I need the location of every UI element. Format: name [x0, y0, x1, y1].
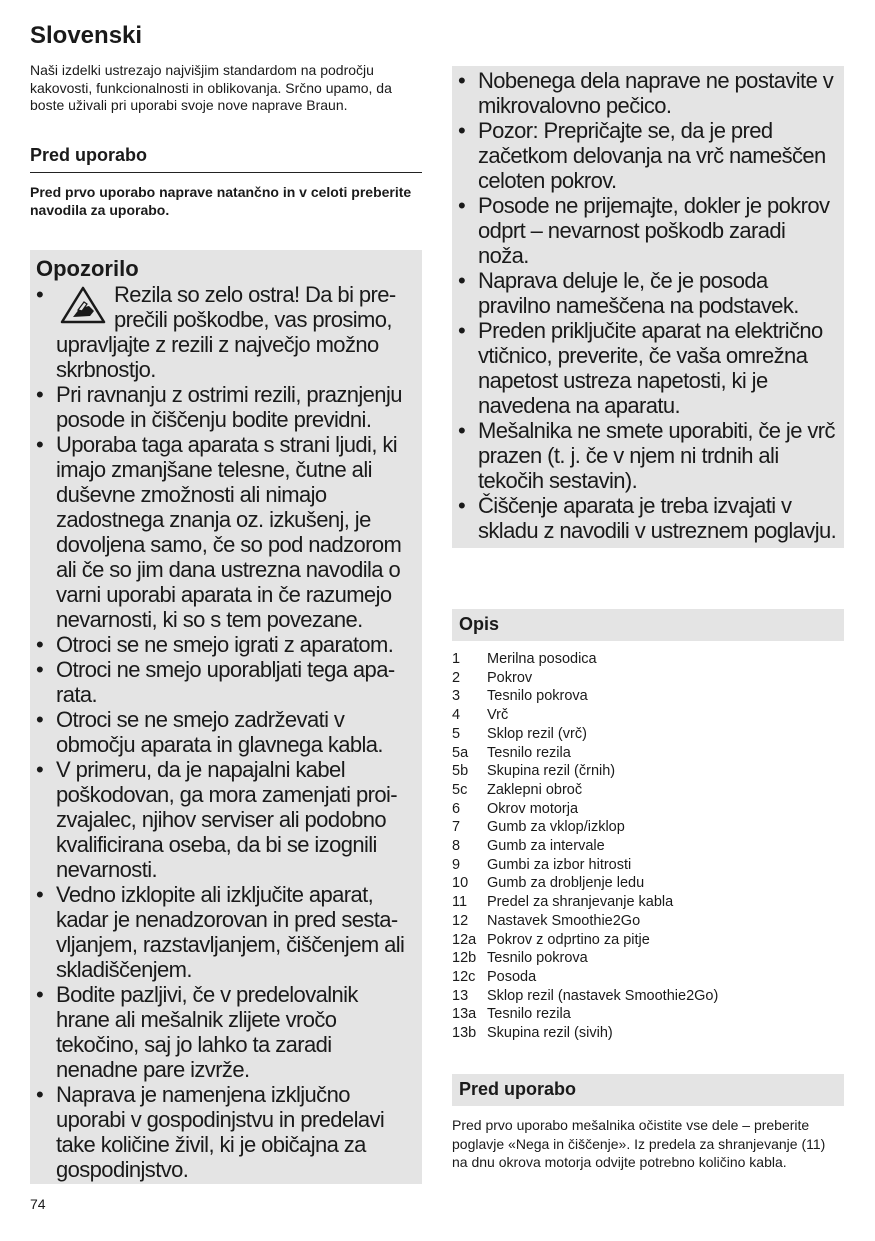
- warning-item: [458, 418, 838, 493]
- warning-item-text: Naprava deluje le, če je posoda pravilno nameščena na podstavek.: [478, 268, 799, 318]
- warning-item-text: Čiščenje aparata je treba izvajati v skladu z navodili v ustreznem poglavju.: [478, 493, 837, 543]
- bullet-icon: •: [458, 268, 466, 293]
- warning-item-text: Bodite pazljivi, če v predelovalnik hrane ali mešalnik zlijete vročo tekočino, saj jo lahko ta zaradi nenadne pare izvrže.: [56, 982, 358, 1082]
- warning-item-text: Pri ravnanju z ostrimi rezili, praznjenju posode in čiščenju bodite previdni.: [56, 382, 402, 432]
- bullet-icon: •: [36, 882, 44, 907]
- part-label: Tesnilo rezila: [487, 744, 571, 761]
- section-heading-opis: Opis: [452, 609, 844, 641]
- part-label: Skupina rezil (sivih): [487, 1025, 613, 1042]
- bullet-icon: •: [458, 318, 466, 343]
- warning-item: [36, 882, 416, 982]
- parts-list: [452, 650, 844, 1043]
- parts-list-item: [452, 800, 844, 819]
- bullet-icon: •: [36, 707, 44, 732]
- bullet-icon: •: [36, 1082, 44, 1107]
- warning-item-text: Nobenega dela naprave ne postavite v mikrovalovno pečico.: [478, 68, 834, 118]
- bullet-icon: •: [36, 382, 44, 407]
- bullet-icon: •: [458, 493, 466, 518]
- part-number: 3: [452, 688, 461, 705]
- parts-list-item: [452, 725, 844, 744]
- warning-item-text: Naprava je namenjena izključno uporabi v gospodinjstvu in predelavi take količine živil, ki je običajna za gospodinjstvo.: [56, 1082, 385, 1182]
- part-number: 6: [452, 800, 461, 817]
- part-number: 12b: [452, 950, 477, 967]
- parts-list-item: [452, 1024, 844, 1043]
- bullet-icon: •: [36, 632, 44, 657]
- part-number: 5c: [452, 781, 468, 798]
- parts-list-item: [452, 744, 844, 763]
- parts-list-item: [452, 987, 844, 1006]
- warning-box: [30, 250, 422, 1184]
- parts-list-item: [452, 706, 844, 725]
- warning-list-continued: [458, 68, 838, 543]
- warning-item-text: Mešalnika ne smete uporabiti, če je vrč prazen (t. j. če v njem ni trdnih ali tekočih sestavin).: [478, 418, 835, 493]
- bullet-icon: •: [458, 68, 466, 93]
- part-label: Vrč: [487, 707, 509, 724]
- warning-item-text: Otroci se ne smejo zadrževati v območju aparata in glavnega kabla.: [56, 707, 383, 757]
- warning-item-text: Uporaba taga aparata s strani ljudi, ki imajo zmanjšane telesne, čutne ali duševne zmožnosti ali nimajo zadostnega znanja oz. izkušenj, je dovoljena samo, če so pod nadzorom ali če so jim dana ustrezna navodila o varni uporabi aparata in če razumejo nevarnosti, ki so s tem povezane.: [56, 432, 402, 632]
- warning-list: [36, 282, 416, 1182]
- warning-item-text: Pozor: Prepričajte se, da je pred začetkom delovanja na vrč nameščen celoten pokrov.: [478, 118, 826, 193]
- part-number: 8: [452, 838, 461, 855]
- part-label: Okrov motorja: [487, 800, 579, 817]
- bullet-icon: •: [36, 982, 44, 1007]
- warning-item: [36, 757, 416, 882]
- left-column: [30, 22, 422, 219]
- part-number: 12: [452, 912, 469, 929]
- part-label: Pokrov z odprtino za pitje: [487, 931, 650, 948]
- warning-item: [36, 657, 416, 707]
- warning-item: [36, 382, 416, 432]
- warning-item-text: Preden priključite aparat na električno vtičnico, preverite, če vaša omrežna napetost ustreza napetosti, ki je navedena na aparatu.: [478, 318, 823, 418]
- warning-title: Opozorilo: [36, 256, 139, 281]
- bullet-icon: •: [36, 757, 44, 782]
- pred-uporabo-instruction: Pred prvo uporabo naprave natančno in v celoti preberite navodila za uporabo.: [30, 183, 412, 218]
- warning-item: [36, 982, 416, 1082]
- parts-list-item: [452, 1005, 844, 1024]
- part-label: Sklop rezil (vrč): [487, 725, 587, 742]
- part-label: Tesnilo pokrova: [487, 950, 588, 967]
- bullet-icon: •: [458, 118, 466, 143]
- page-title: Slovenski: [30, 22, 143, 49]
- parts-list-item: [452, 931, 844, 950]
- part-number: 2: [452, 669, 461, 686]
- part-label: Pokrov: [487, 669, 533, 686]
- warning-item: [36, 432, 416, 632]
- parts-list-item: [452, 837, 844, 856]
- section-heading-pred-uporabo: Pred uporabo: [30, 145, 422, 173]
- part-number: 4: [452, 707, 461, 724]
- warning-item: [458, 268, 838, 318]
- part-label: Tesnilo pokrova: [487, 688, 588, 705]
- parts-list-item: [452, 818, 844, 837]
- warning-item: [458, 118, 838, 193]
- part-number: 11: [452, 894, 468, 911]
- part-number: 9: [452, 856, 461, 873]
- parts-list-item: [452, 856, 844, 875]
- warning-item-text: Vedno izklopite ali izključite aparat, kadar je nenadzorovan in pred sestavljanjem, razstavljanjem, čiščenjem ali skladiščenjem.: [56, 882, 405, 982]
- page-number: 74: [30, 1196, 46, 1212]
- part-label: Nastavek Smoothie2Go: [487, 912, 641, 929]
- warning-item: [458, 193, 838, 268]
- part-label: Posoda: [487, 968, 537, 985]
- part-label: Gumb za vklop/izklop: [487, 819, 625, 836]
- warning-item: [458, 68, 838, 118]
- parts-list-item: [452, 781, 844, 800]
- part-number: 5b: [452, 763, 469, 780]
- part-label: Skupina rezil (črnih): [487, 763, 616, 780]
- pred-uporabo-text: Pred prvo uporabo mešalnika očistite vse dele – preberite poglavje «Nega in čiščenje». Iz predela za shranjevanje (11) na dnu okrova motorja odvijte potrebno količino kabla.: [452, 1117, 826, 1170]
- part-label: Predel za shranjevanje kabla: [487, 894, 674, 911]
- section-heading-pred-uporabo-right: Pred uporabo: [452, 1074, 844, 1106]
- parts-list-item: [452, 687, 844, 706]
- parts-list-item: [452, 874, 844, 893]
- part-label: Tesnilo rezila: [487, 1006, 571, 1023]
- hand-blade-warning-icon: [60, 286, 106, 324]
- warning-item: [36, 632, 416, 657]
- bullet-icon: •: [458, 193, 466, 218]
- warning-item-text: Otroci se ne smejo igrati z aparatom.: [56, 632, 394, 657]
- part-number: 10: [452, 875, 469, 892]
- parts-list-item: [452, 893, 844, 912]
- bullet-icon: •: [458, 418, 466, 443]
- part-number: 5a: [452, 744, 469, 761]
- part-number: 13: [452, 987, 469, 1004]
- warning-item-text: Posode ne prijemajte, dokler je pokrov odprt – nevarnost poškodb zaradi noža.: [478, 193, 830, 268]
- bullet-icon: •: [36, 432, 44, 457]
- warning-item-text: Otroci ne smejo uporabljati tega aparata.: [56, 657, 396, 707]
- parts-list-item: [452, 669, 844, 688]
- warning-item: [458, 318, 838, 418]
- parts-list-item: [452, 762, 844, 781]
- part-number: 1: [452, 651, 461, 667]
- part-label: Sklop rezil (nastavek Smoothie2Go): [487, 987, 719, 1004]
- parts-list-item: [452, 912, 844, 931]
- parts-list-item: [452, 968, 844, 987]
- part-number: 5: [452, 725, 461, 742]
- warning-item: [36, 1082, 416, 1182]
- bullet-icon: •: [36, 657, 44, 682]
- warning-item: [36, 282, 416, 382]
- part-label: Gumb za drobljenje ledu: [487, 875, 645, 892]
- parts-list-item: [452, 650, 844, 669]
- parts-list-item: [452, 949, 844, 968]
- bullet-icon: •: [36, 282, 44, 307]
- part-number: 13a: [452, 1006, 477, 1023]
- warning-item: [36, 707, 416, 757]
- warning-item-text: Rezila so zelo ostra! Da bi preprečili poškodbe, vas prosimo, upravljajte z rezili z največjo možno skrbnostjo.: [56, 282, 397, 382]
- part-label: Gumbi za izbor hitrosti: [487, 856, 632, 873]
- warning-item: [458, 493, 838, 543]
- part-number: 12a: [452, 931, 477, 948]
- intro-paragraph: Naši izdelki ustrezajo najvišjim standardom na področju kakovosti, funkcionalnosti in oblikovanja. Srčno upamo, da boste uživali pri uporabi svoje nove naprave Braun.: [30, 62, 392, 113]
- part-label: Zaklepni obroč: [487, 781, 583, 798]
- part-number: 12c: [452, 968, 476, 985]
- warning-item-text: V primeru, da je napajalni kabel poškodovan, ga mora zamenjati proizvajalec, njihov serviser ali podobno kvalificirana oseba, da bi se izognili nevarnosti.: [56, 757, 398, 882]
- part-label: Gumb za intervale: [487, 838, 605, 855]
- warning-box-continued: [452, 66, 844, 548]
- part-number: 13b: [452, 1025, 477, 1042]
- part-label: Merilna posodica: [487, 651, 597, 667]
- part-number: 7: [452, 819, 461, 836]
